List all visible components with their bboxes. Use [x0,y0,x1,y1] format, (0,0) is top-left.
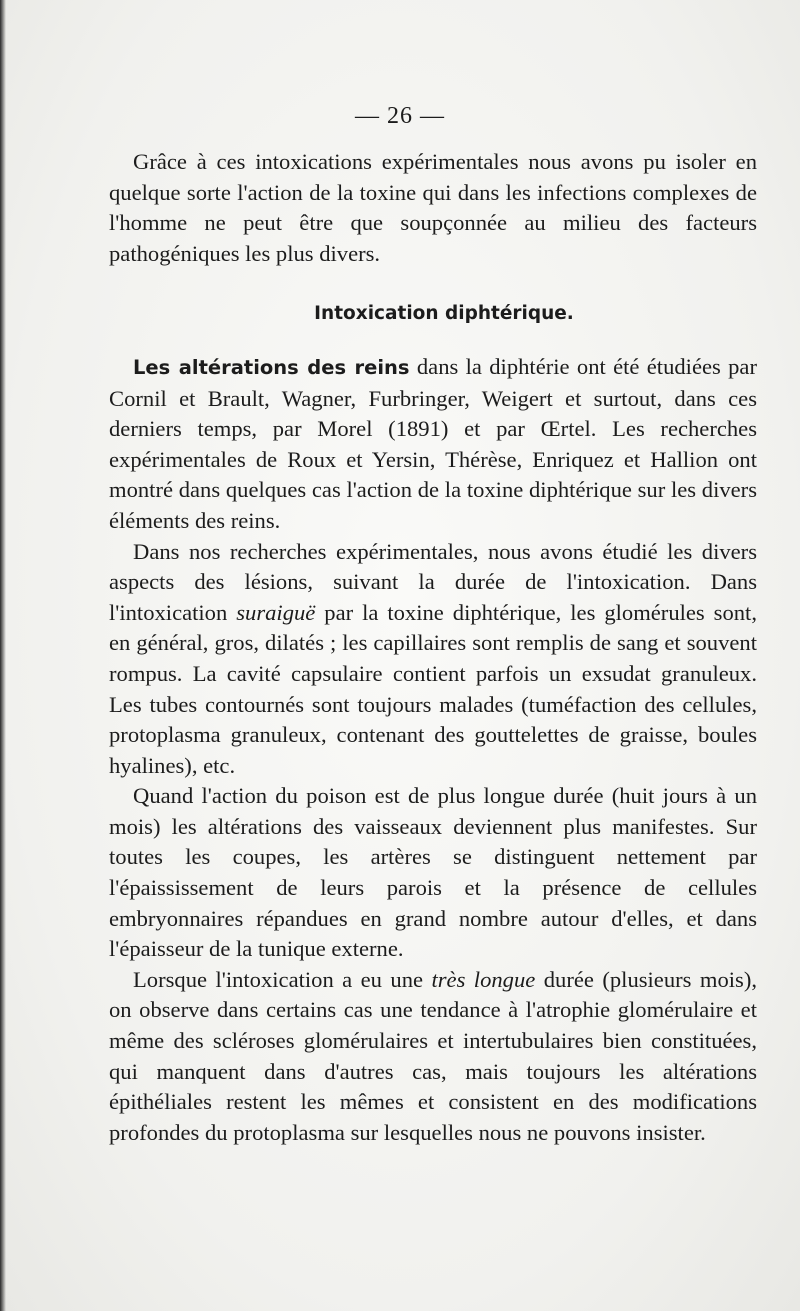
paragraph-text: par la toxine diphtérique, les glomérules sont, en général, gros, dilatés ; les capillaires sont remplis de sang et souvent rompus. La cavité capsulaire contient parfois un exsudat granuleux. Les tubes contournés sont toujours malades (tuméfaction des cellules, protoplasma granuleux, contenant des gouttelettes de graisse, boules hyalines), etc. [109,599,757,778]
paragraph-experimental-research [109,537,757,782]
section-heading: Intoxication diphtérique. [314,303,574,325]
paragraph-very-long-duration [109,965,757,1149]
italic-term: très longue [431,966,536,992]
paragraph-text: durée (plusieurs mois), on observe dans certains cas une tendance à l'atrophie glomérulaire et même des scléroses glomérulaires et intertubulaires bien constituées, qui manquent dans d'autres cas, mais toujours les altérations épithéliales restent les mêmes et consistent en des modifications profondes du protoplasma sur lesquelles nous ne pouvons insister. [109,966,757,1145]
body-text [109,147,757,1148]
bold-lead-phrase: Les altérations des reins [133,355,410,379]
paragraph-text: Dans nos recherches expérimentales, nous avons étudié les divers aspects des lésions, suivant la durée de l'intoxication. Dans l'intoxication [109,538,757,625]
paragraph-kidney-alterations [109,352,757,537]
paragraph-intro: Grâce à ces intoxications expérimentales nous avons pu isoler en quelque sorte l'action de la toxine qui dans les infections complexes de l'homme ne peut être que soupçonnée au milieu des facteurs pathogéniques les plus divers. [109,149,757,266]
paragraph-longer-duration: Quand l'action du poison est de plus longue durée (huit jours à un mois) les altérations des vaisseaux deviennent plus manifestes. Sur toutes les coupes, les artères se distinguent nettement par l'épaississement de leurs parois et la présence de cellules embryonnaires répandues en grand nombre autour d'elles, et dans l'épaisseur de la tunique externe. [109,783,757,962]
italic-term: suraiguë [236,599,316,625]
page-number: — 26 — [355,103,445,129]
paragraph-text: Lorsque l'intoxication a eu une [133,966,432,992]
paragraph-text: dans la diphtérie ont été étudiées par Cornil et Brault, Wagner, Furbringer, Weigert et surtout, dans ces derniers temps, par Morel (1891) et par Œrtel. Les recherches expérimentales de Roux et Yersin, Thérèse, Enriquez et Hallion ont montré dans quelques cas l'action de la toxine diphtérique sur les divers éléments des reins. [109,353,757,533]
page-edge-shadow [0,0,6,1311]
